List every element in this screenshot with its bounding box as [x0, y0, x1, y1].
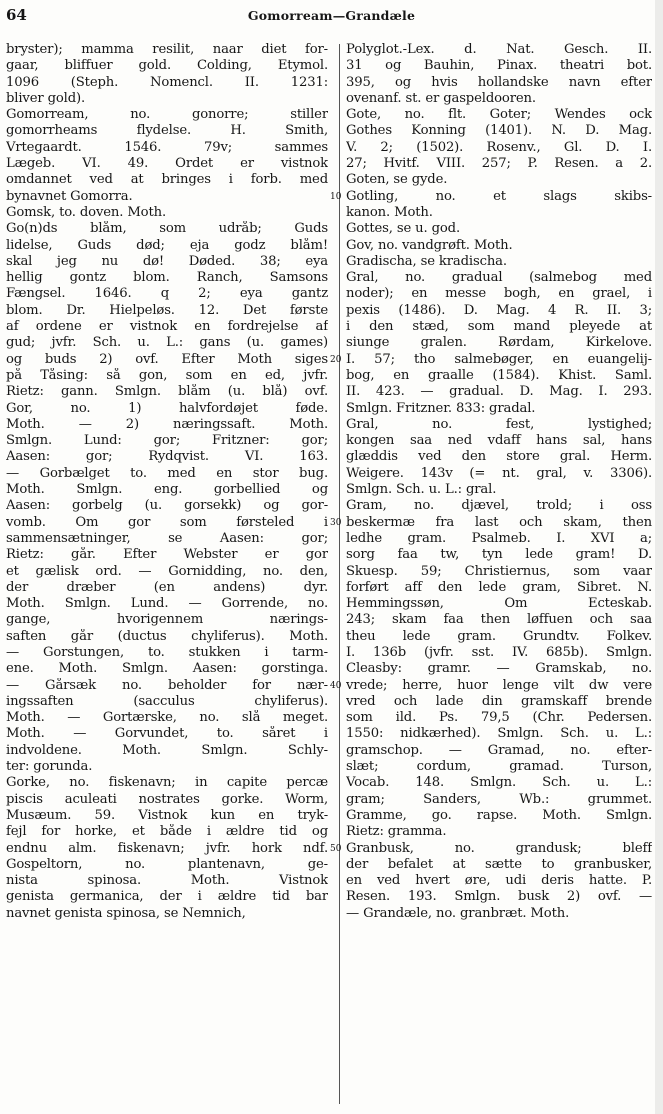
line-number: 10: [330, 191, 342, 202]
text-line: sammensætninger, se Aasen: gor;: [6, 530, 328, 546]
text-line: Rietz: gramma.: [346, 824, 447, 840]
text-line: beskermæ fra last och skam, then: [346, 514, 652, 530]
line-number: 40: [330, 680, 342, 691]
text-line: Smlgn. Sch. u. L.: gral.: [346, 482, 497, 498]
text-line: Gospeltorn, no. plantenavn, ge-: [6, 856, 328, 872]
text-line: Aasen: gor; Rydqvist. VI. 163.: [6, 449, 328, 465]
text-line: 27; Hvitf. VIII. 257; P. Resen. a 2.: [346, 156, 652, 172]
text-line: ene. Moth. Smlgn. Aasen: gorstinga.: [6, 661, 328, 677]
text-line: vrede; herre, huor lenge vilt dw vere: [346, 677, 652, 693]
text-line: I. 57; tho salmebøger, en euangelij-: [346, 351, 652, 367]
text-line: Aasen: gorbelg (u. gorsekk) og gor-: [6, 498, 328, 514]
text-line: lidelse, Guds død; eja godz blåm!: [6, 237, 328, 253]
text-line: i den stæd, som mand pleyede at: [346, 319, 652, 335]
right-column: [346, 42, 652, 922]
page-edge-shadow: [655, 0, 663, 1114]
text-line: — Gorbælget to. med en stor bug.: [6, 465, 328, 481]
text-line: saften går (ductus chyliferus). Moth.: [6, 628, 328, 644]
text-line: endnu alm. fiskenavn; jvfr. hork ndf.: [6, 840, 328, 856]
text-line: Gral, no. fest, lystighed;: [346, 416, 652, 432]
text-line: theu lede gram. Grundtv. Folkev.: [346, 628, 652, 644]
text-line: og buds 2) ovf. Efter Moth siges: [6, 351, 328, 367]
text-line: skal jeg nu dø! Døded. 38; eya: [6, 253, 328, 269]
text-line: glæddis ved den store gral. Herm.: [346, 449, 652, 465]
text-line: bynavnet Gomorra.: [6, 188, 133, 204]
text-line: et gælisk ord. — Gornidding, no. den,: [6, 563, 328, 579]
text-line: Granbusk, no. grandusk; bleff: [346, 840, 652, 856]
text-line: 1096 (Steph. Nomencl. II. 1231:: [6, 74, 328, 90]
text-line: slæt; cordum, gramad. Turson,: [346, 759, 652, 775]
text-line: ingssaften (sacculus chyliferus).: [6, 693, 328, 709]
text-line: ter: gorunda.: [6, 759, 93, 775]
text-line: indvoldene. Moth. Smlgn. Schly-: [6, 742, 328, 758]
running-title: Gomorream—Grandæle: [247, 8, 416, 23]
line-number: 50: [330, 843, 342, 854]
text-line: Hemmingssøn, Om Ecteskab.: [346, 596, 652, 612]
text-line: gram; Sanders, Wb.: grummet.: [346, 791, 652, 807]
text-line: gange, hvorigennem nærings-: [6, 612, 328, 628]
text-line: — Grandæle, no. granbræt. Moth.: [346, 905, 570, 921]
text-line: af ordene er vistnok en fordrejelse af: [6, 319, 328, 335]
text-line: blom. Dr. Hielpeløs. 12. Det første: [6, 302, 328, 318]
text-line: Gor, no. 1) halvfordøjet føde.: [6, 400, 328, 416]
text-line: 243; skam faa then løffuen och saa: [346, 612, 652, 628]
text-line: Resen. 193. Smlgn. busk 2) ovf. —: [346, 889, 652, 905]
text-line: Gral, no. gradual (salmebog med: [346, 270, 652, 286]
page-header: [0, 6, 663, 30]
text-line: gud; jvfr. Sch. u. L.: gans (u. games): [6, 335, 328, 351]
text-line: ovenanf. st. er gaspeldooren.: [346, 90, 536, 106]
text-line: Gram, no. djævel, trold; i oss: [346, 498, 652, 514]
text-line: Weigere. 143v (= nt. gral, v. 3306).: [346, 465, 652, 481]
text-line: — Gorstungen, to. stukken i tarm-: [6, 644, 328, 660]
text-line: Polyglot.-Lex. d. Nat. Gesch. II.: [346, 42, 652, 57]
text-line: pexis (1486). D. Mag. 4 R. II. 3;: [346, 302, 652, 318]
text-line: Gorke, no. fiskenavn; in capite percæ: [6, 775, 328, 791]
text-line: Rietz: gann. Smlgn. blåm (u. blå) ovf.: [6, 384, 328, 400]
text-line: Goten, se gyde.: [346, 172, 448, 188]
text-line: navnet genista spinosa, se Nemnich,: [6, 905, 246, 921]
text-line: Vrtegaardt. 1546. 79v; sammes: [6, 139, 328, 155]
text-line: nista spinosa. Moth. Vistnok: [6, 873, 328, 889]
text-line: fejl for horke, et både i ældre tid og: [6, 824, 328, 840]
text-line: genista germanica, der i ældre tid bar: [6, 889, 328, 905]
text-line: bliver gold).: [6, 90, 86, 106]
text-line: ledhe gram. Psalmeb. I. XVI a;: [346, 530, 652, 546]
text-line: der befalet at sætte to granbusker,: [346, 856, 652, 872]
text-line: II. 423. — gradual. D. Mag. I. 293.: [346, 384, 652, 400]
text-line: som ild. Ps. 79,5 (Chr. Pedersen.: [346, 710, 652, 726]
text-line: Gottes, se u. god.: [346, 221, 460, 237]
text-line: på Tåsing: så gon, som en ed, jvfr.: [6, 367, 328, 383]
line-number: 30: [330, 517, 342, 528]
left-column: [6, 42, 328, 922]
text-line: Go(n)ds blåm, som udråb; Guds: [6, 221, 328, 237]
text-line: Gotling, no. et slags skibs-: [346, 188, 652, 204]
text-line: omdannet ved at bringes i forb. med: [6, 172, 328, 188]
text-line: gramschop. — Gramad, no. efter-: [346, 742, 652, 758]
text-line: gaar, bliffuer gold. Colding, Etymol.: [6, 58, 328, 74]
text-line: gomorrheams flydelse. H. Smith,: [6, 123, 328, 139]
text-line: Smlgn. Lund: gor; Fritzner: gor;: [6, 433, 328, 449]
text-line: Smlgn. Fritzner. 833: gradal.: [346, 400, 536, 416]
text-line: Fængsel. 1646. q 2; eya gantz: [6, 286, 328, 302]
text-line: der dræber (en andens) dyr.: [6, 579, 328, 595]
text-line: 1550: nidkærhed). Smlgn. Sch. u. L.:: [346, 726, 652, 742]
text-line: Moth. Smlgn. Lund. — Gorrende, no.: [6, 596, 328, 612]
text-line: piscis aculeati nostrates gorke. Worm,: [6, 791, 328, 807]
text-line: Moth. — 2) næringssaft. Moth.: [6, 416, 328, 432]
text-line: Moth. — Gorvundet, to. såret i: [6, 726, 328, 742]
text-line: kanon. Moth.: [346, 204, 433, 220]
text-line: V. 2; (1502). Rosenv., Gl. D. I.: [346, 139, 652, 155]
text-line: noder); en messe bogh, en grael, i: [346, 286, 652, 302]
text-line: Vocab. 148. Smlgn. Sch. u. L.:: [346, 775, 652, 791]
text-line: Gov, no. vandgrøft. Moth.: [346, 237, 513, 253]
text-line: I. 136b (jvfr. sst. IV. 685b). Smlgn.: [346, 644, 652, 660]
text-line: Skuesp. 59; Christiernus, som vaar: [346, 563, 652, 579]
text-line: vred och lade din gramskaff brende: [346, 693, 652, 709]
text-line: Gramme, go. rapse. Moth. Smlgn.: [346, 807, 652, 823]
text-line: 31 og Bauhin, Pinax. theatri bot.: [346, 58, 652, 74]
text-line: Cleasby: gramr. — Gramskab, no.: [346, 661, 652, 677]
text-line: — Gårsæk no. beholder for nær-: [6, 677, 328, 693]
text-line: Moth. — Gortærske, no. slå meget.: [6, 710, 328, 726]
text-line: Moth. Smlgn. eng. gorbellied og: [6, 482, 328, 498]
text-line: hellig gontz blom. Ranch, Samsons: [6, 270, 328, 286]
text-line: en ved hvert øre, udi deris hatte. P.: [346, 873, 652, 889]
text-line: bryster); mamma resilit, naar diet for-: [6, 42, 328, 57]
text-line: Gomorream, no. gonorre; stiller: [6, 107, 328, 123]
text-line: sorg faa tw, tyn lede gram! D.: [346, 547, 652, 563]
page-number: 64: [6, 6, 27, 24]
text-line: 395, og hvis hollandske navn efter: [346, 74, 652, 90]
text-line: forført aff den lede gram, Sibret. N.: [346, 579, 652, 595]
text-line: Gote, no. flt. Goter; Wendes ock: [346, 107, 652, 123]
text-line: Lægeb. VI. 49. Ordet er vistnok: [6, 156, 328, 172]
text-line: vomb. Om gor som førsteled i: [6, 514, 328, 530]
text-line: Gothes Konning (1401). N. D. Mag.: [346, 123, 652, 139]
text-line: bog, en graalle (1584). Khist. Saml.: [346, 367, 652, 383]
text-line: Musæum. 59. Vistnok kun en tryk-: [6, 807, 328, 823]
text-line: Gradischa, se kradischa.: [346, 253, 507, 269]
text-line: kongen saa ned vdaff hans sal, hans: [346, 433, 652, 449]
text-line: Gomsk, to. doven. Moth.: [6, 204, 167, 220]
line-number: 20: [330, 354, 342, 365]
text-line: siunge gralen. Rørdam, Kirkelove.: [346, 335, 652, 351]
text-line: Rietz: går. Efter Webster er gor: [6, 547, 328, 563]
